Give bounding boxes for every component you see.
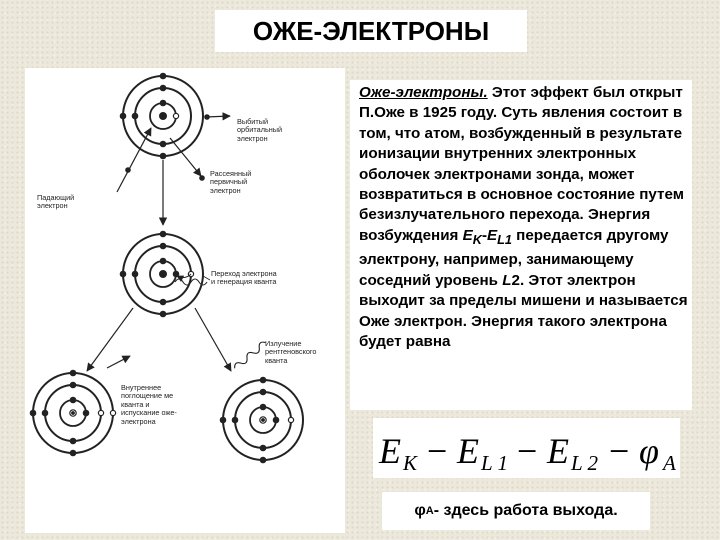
label-incident: Падающий электрон [37,193,75,211]
scattered-electron [199,175,205,181]
auger-emission-arrow [107,356,130,368]
label-internal: Внутреннее поглощение ме кванта и испускание оже- электрона [121,383,177,426]
transition-pointer [203,276,210,280]
formula-sub-l1: L 1 [481,451,509,475]
formula-sub-k: K [403,451,418,475]
formula-sub-a: A [663,451,676,475]
work-function-note [382,492,650,530]
description-text [350,80,692,410]
label-transition: Переход электрона и генерация кванта [211,269,277,287]
formula-minus-3: − [609,431,630,471]
flow-arrow-right [195,308,231,371]
note-sub: A [425,505,434,517]
formula-e1: E [379,431,401,471]
lead-term: Оже-электроны. [359,84,488,101]
flow-arrow-left [87,308,133,371]
text-part-1: Этот эффект был открыт П.Оже в 1925 году. Суть явления состоит в том, что атом, возбужденный в результате ионизации внутренних электронных оболочек электронами зонда, может возвратиться в основное состояние путем безизлучательного перехода. Энергия возбуждения [359,84,684,244]
atom-top [120,73,203,159]
atom-bottom-right [220,377,303,463]
dash: - [481,226,487,244]
l2-symbol: L [502,271,512,289]
slide-title: ОЖЕ-ЭЛЕКТРОНЫ [215,10,527,52]
xray-wave [233,340,267,370]
incident-arrow [117,128,151,192]
energy-formula [373,418,680,478]
formula-e3: E [547,431,569,471]
text-part-2: передается другому электрону, например, занимающему соседний уровень [359,226,669,289]
text-part-3: . Этот электрон выходит за пределы мишени и называется Оже электрон. Энергия такого электрона будет равна [359,271,688,350]
label-scattered: Рассеянный первичный электрон [210,169,252,195]
el-symbol: E [487,226,498,244]
formula-phi: φ [639,431,659,471]
l2-number: 2 [511,271,520,289]
scattered-arrow [170,138,201,176]
ek-symbol: E [462,226,473,244]
auger-diagram-svg [25,68,345,533]
note-text: - здесь работа выхода. [433,502,618,519]
label-xray-emission: Излучение рентгеновского кванта [265,339,317,365]
ek-subscript: K [472,232,482,247]
auger-diagram [25,68,345,533]
label-knocked-out: Выбитый орбитальный электрон [237,117,283,143]
formula-minus-2: − [517,431,538,471]
formula-e2: E [457,431,479,471]
note-phi: φ [414,502,426,519]
el-subscript: L1 [497,232,512,247]
formula-minus-1: − [427,431,448,471]
formula-sub-l2: L 2 [571,451,599,475]
atom-bottom-left [30,370,115,456]
